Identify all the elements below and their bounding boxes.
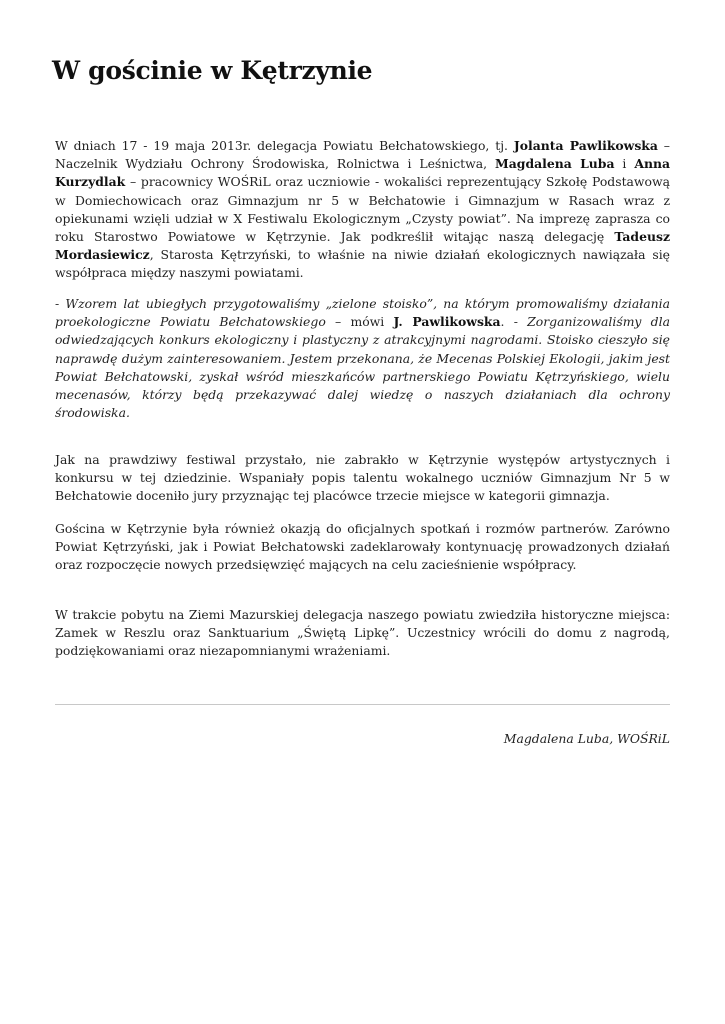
- divider: [55, 704, 670, 705]
- text: – Naczelnik Wydziału Ochrony Środowiska, Rolnictwa i Leśnictwa,: [55, 138, 670, 172]
- quote-text: - Wzorem lat ubiegłych przygotowaliśmy „zielone stoisko”, na którym promowaliśmy działania proekologiczne Powiatu Bełchatowskiego: [55, 296, 670, 330]
- text: W dniach 17 - 19 maja 2013r. delegacja Powiatu Bełchatowskiego, tj.: [55, 138, 514, 153]
- text: i: [614, 156, 635, 172]
- text: – pracownicy WOŚRiL oraz uczniowie - wokaliści reprezentujący Szkołę Podstawową w Domiechowicach oraz Gimnazjum nr 5 w Bełchatowie i Gimnazjum w Rasach wraz z opiekunami wzięli udział w X Festiwalu Ekologicznym „Czysty powiat”. Na imprezę zaprasza co roku Starostwo Powiatowe w Kętrzynie. Jak podkreślił witając naszą delegację: [55, 174, 670, 245]
- paragraph-partnership: Gościna w Kętrzynie była również okazją do oficjalnych spotkań i rozmów partnerów. Zarówno Powiat Kętrzyński, jak i Powiat Bełchatowski zadeklarowały kontynuację prowadzonych działań oraz rozpoczęcie nowych przedsięwzięć mających na celu zacieśnienie współpracy.: [55, 521, 670, 573]
- text: , Starosta Kętrzyński, to właśnie na niwie działań ekologicznych nawiązała się współpraca między naszymi powiatami.: [55, 247, 670, 281]
- page-title: W gościnie w Kętrzynie: [52, 56, 373, 85]
- text: .: [500, 314, 514, 330]
- person-name: Anna Kurzydlak: [55, 156, 670, 190]
- person-name: Tadeusz Mordasiewicz: [55, 229, 670, 263]
- person-name: Jolanta Pawlikowska: [513, 138, 658, 153]
- paragraph-sightseeing: W trakcie pobytu na Ziemi Mazurskiej delegacja naszego powiatu zwiedziła historyczne miejsca: Zamek w Reszlu oraz Sanktuarium „Świętą Lipkę”. Uczestnicy wrócili do domu z nagrodą, podziękowaniami oraz niezapomnianymi wrażeniami.: [55, 607, 670, 659]
- paragraph-festival: Jak na prawdziwy festiwal przystało, nie zabrakło w Kętrzynie występów artystycznych i konkursu w tej dziedzinie. Wspaniały popis talentu wokalnego uczniów Gimnazjum Nr 5 w Bełchatowie doceniło jury przyznając tej placówce trzecie miejsce w kategorii gimnazja.: [55, 452, 670, 504]
- paragraph-intro: [55, 137, 670, 283]
- paragraph-quote: [55, 295, 670, 422]
- person-name: J. Pawlikowska: [393, 314, 501, 330]
- author-signature: Magdalena Luba, WOŚRiL: [503, 731, 670, 746]
- text: – mówi: [325, 314, 394, 330]
- quote-text: - Zorganizowaliśmy dla odwiedzających konkurs ekologiczny i plastyczny z atrakcyjnymi nagrodami. Stoisko cieszyło się naprawdę dużym zainteresowaniem. Jestem przekonana, że Mecenas Polskiej Ekologii, jakim jest Powiat Bełchatowski, zyskał wśród mieszkańców partnerskiego Powiatu Kętrzyńskiego, wielu mecenasów, którzy będą przekazywać dalej wiedzę o naszych działaniach dla ochrony środowiska.: [55, 314, 670, 421]
- person-name: Magdalena Luba: [495, 156, 615, 172]
